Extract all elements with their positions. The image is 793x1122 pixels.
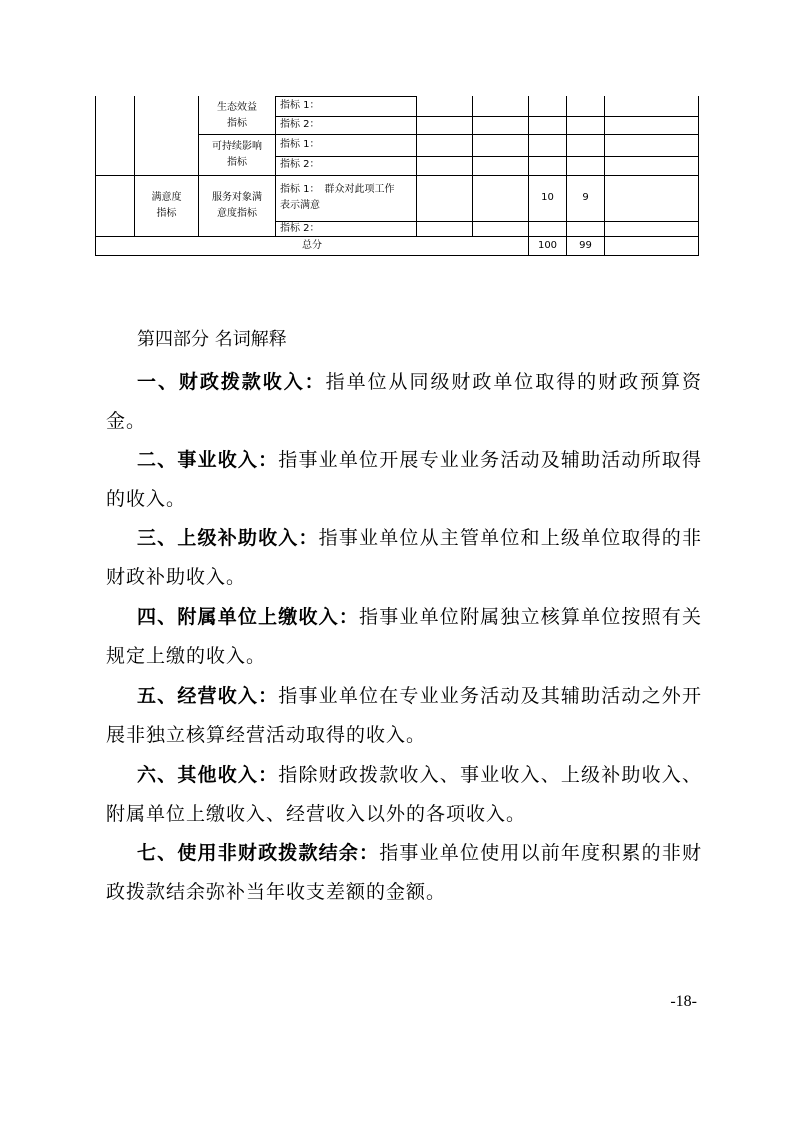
category-cell: [135, 190, 198, 222]
table-row-line: [95, 236, 699, 237]
performance-table: [0, 0, 793, 260]
table-row-line: [275, 116, 699, 117]
actual-score-cell: 9: [582, 192, 589, 203]
full-score-cell: 10: [541, 192, 554, 203]
category-cell: [199, 190, 275, 222]
category-label: 指标: [227, 157, 247, 168]
indicator-cell: 指标 2：: [280, 119, 320, 130]
definition-text: 指单位从同级财政单位取得的财政预算资金。: [106, 371, 702, 432]
definition-term: 三、上级补助收入：: [137, 527, 319, 549]
definition-paragraph: [106, 363, 702, 441]
indicator-cell: 指标 1：: [280, 139, 320, 150]
definition-text: 指事业单位开展专业业务活动及辅助活动所取得的收入。: [106, 449, 702, 510]
definition-term: 五、经营收入：: [137, 685, 279, 707]
table-col-line: [528, 96, 529, 256]
definition-paragraph: [106, 756, 702, 834]
category-label: 服务对象满: [212, 192, 262, 203]
definition-term: 二、事业收入：: [137, 449, 279, 471]
table-row-line: [275, 221, 699, 222]
definition-paragraph: [106, 519, 702, 597]
definition-paragraph: [106, 834, 702, 912]
page-number: -18-: [670, 993, 697, 1010]
category-label: 生态效益: [217, 102, 257, 113]
table-border-left: [95, 96, 96, 256]
table-row-line: [275, 96, 416, 97]
table-row-line: [275, 156, 699, 157]
indicator-text: 指标 1： 群众对此项工作: [280, 184, 395, 195]
table-col-line: [472, 96, 473, 236]
definition-term: 七、使用非财政拨款结余：: [137, 842, 380, 864]
table-bottom-line: [95, 255, 699, 256]
indicator-cell: 指标 2：: [280, 223, 320, 234]
total-label: 总分: [302, 240, 322, 251]
category-cell: [199, 100, 275, 132]
table-col-line: [566, 96, 567, 256]
indicator-text: 表示满意: [280, 200, 320, 211]
section-title: 第四部分 名词解释: [137, 329, 287, 350]
category-label: 可持续影响: [212, 141, 262, 152]
total-actual-score: 99: [579, 240, 592, 251]
definition-text: 指事业单位在专业业务活动及其辅助活动之外开展非独立核算经营活动取得的收入。: [106, 685, 702, 746]
table-row-line: [95, 175, 699, 176]
definition-term: 四、附属单位上缴收入：: [137, 606, 360, 628]
table-col-line: [604, 96, 605, 256]
indicator-cell: 指标 1：: [280, 100, 320, 111]
definition-text: 指除财政拨款收入、事业收入、上级补助收入、附属单位上缴收入、经营收入以外的各项收入。: [106, 764, 702, 825]
definition-paragraph: [106, 441, 702, 519]
category-label: 指标: [156, 208, 177, 219]
definition-text: 指事业单位附属独立核算单位按照有关规定上缴的收入。: [106, 606, 702, 667]
definition-text: 指事业单位使用以前年度积累的非财政拨款结余弥补当年收支差额的金额。: [106, 842, 702, 903]
category-label: 指标: [227, 118, 247, 129]
category-label: 满意度: [151, 192, 182, 203]
category-cell: [199, 139, 275, 171]
definition-paragraph: [106, 598, 702, 676]
table-col-line: [275, 96, 276, 236]
table-row-line: [198, 134, 699, 135]
definition-text: 指事业单位从主管单位和上级单位取得的非财政补助收入。: [106, 527, 702, 588]
category-label: 意度指标: [217, 208, 257, 219]
definition-paragraph: [106, 677, 702, 755]
table-border-right: [698, 96, 699, 256]
table-col-line: [416, 96, 417, 236]
definition-term: 六、其他收入：: [137, 764, 279, 786]
definition-term: 一、财政拨款收入：: [137, 371, 326, 393]
indicator-cell: [280, 182, 416, 214]
total-full-score: 100: [537, 240, 558, 251]
indicator-cell: 指标 2：: [280, 159, 320, 170]
